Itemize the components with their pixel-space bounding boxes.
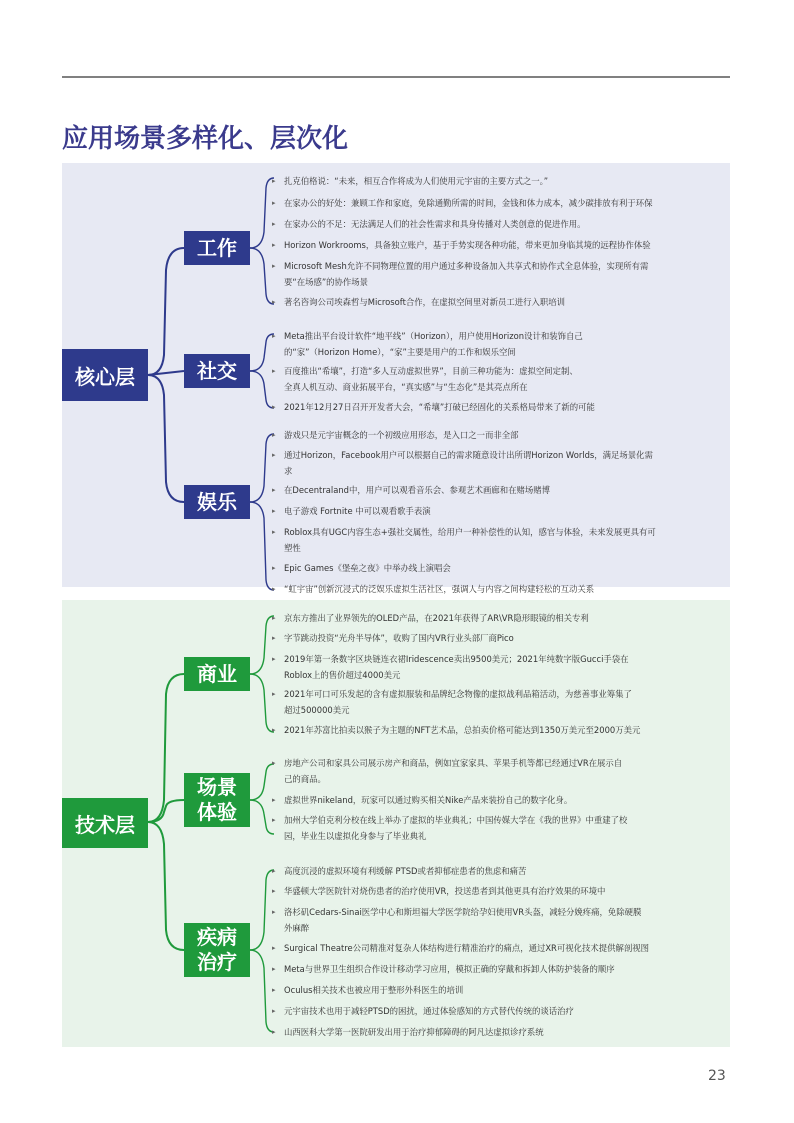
scene-experience-branch-node: 场景 体验 <box>184 773 250 827</box>
tech-layer-node: 技术层 <box>62 798 148 848</box>
core-layer-node: 核心层 <box>62 349 148 401</box>
page-number: 23 <box>708 1068 726 1084</box>
entertainment-branch-node: 娱乐 <box>184 485 250 519</box>
social-branch-node: 社交 <box>184 354 250 388</box>
commerce-branch-node: 商业 <box>184 657 250 691</box>
page-title: 应用场景多样化、层次化 <box>62 124 349 154</box>
disease-treatment-branch-node: 疾病 治疗 <box>184 923 250 977</box>
work-branch-node: 工作 <box>184 231 250 265</box>
